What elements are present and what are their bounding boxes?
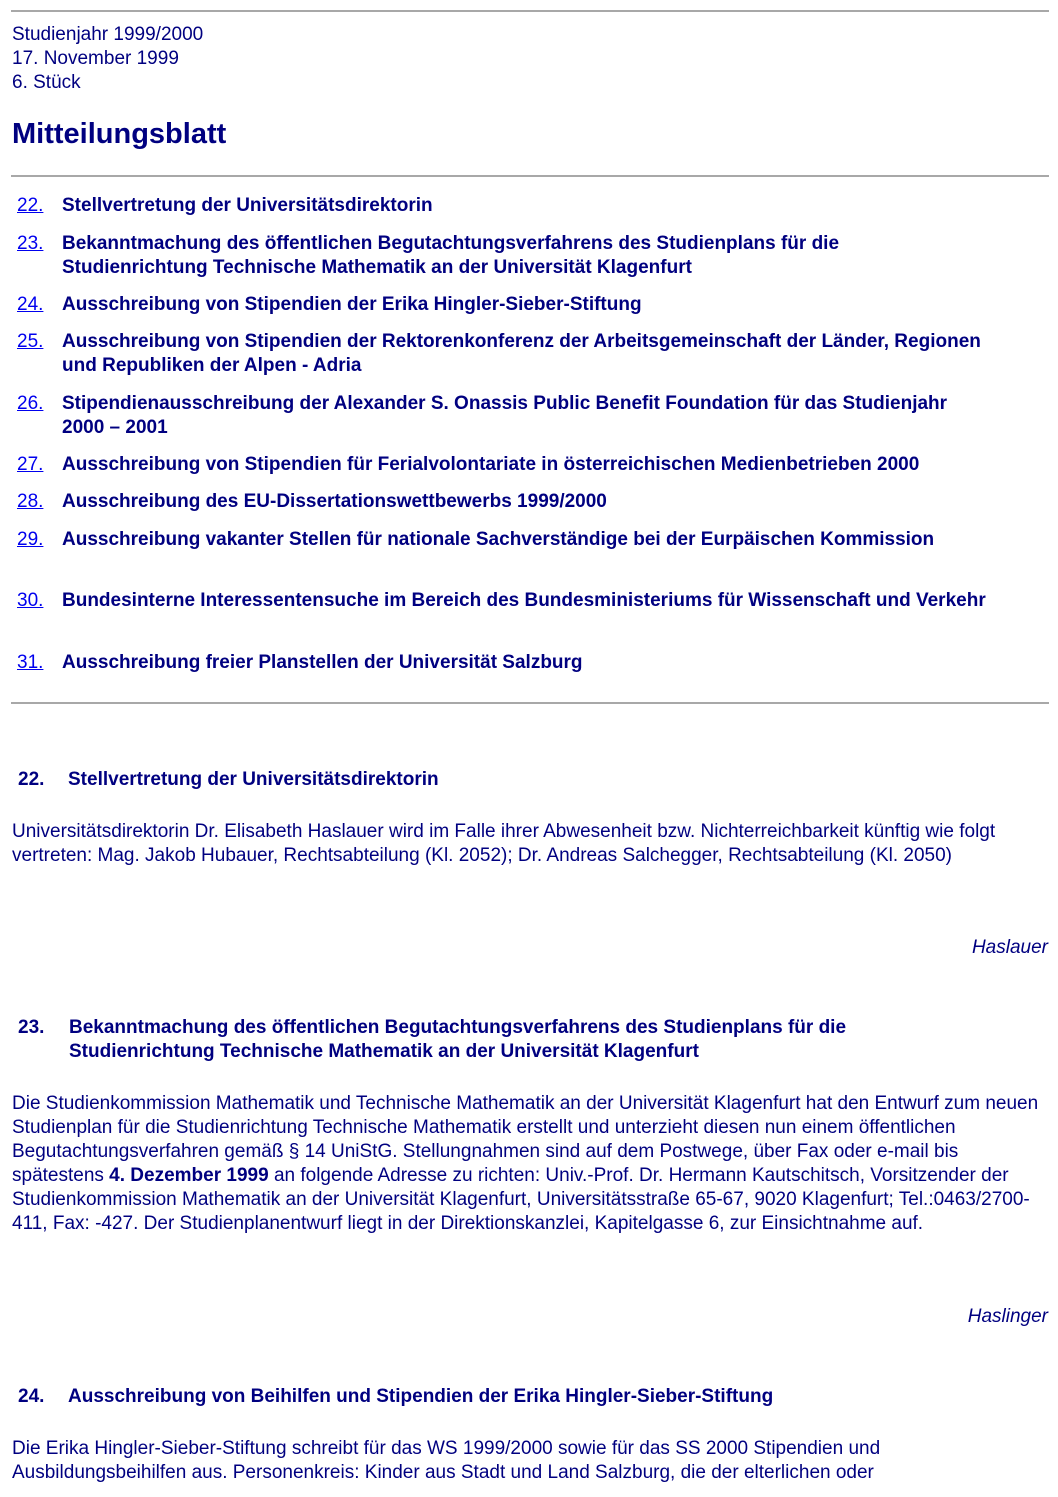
toc-link-30[interactable]: 30. [17, 590, 44, 611]
section-23-title: Bekanntmachung des öffentlichen Begutachtungsverfahrens des Studienplans für die Studienrichtung Technische Mathematik an der Universität Klagenfurt [69, 1017, 847, 1062]
section-24-body: Die Erika Hingler-Sieber-Stiftung schreibt für das WS 1999/2000 sowie für das SS 2000 Stipendien und Ausbildungsbeihilfen aus. Personenkreis: Kinder aus Stadt und Land Salzburg, die der elterlichen oder [12, 1438, 881, 1483]
section-22-body: Universitätsdirektorin Dr. Elisabeth Haslauer wird im Falle ihrer Abwesenheit bzw. Nichterreichbarkeit künftig wie folgt vertreten: Mag. Jakob Hubauer, Rechtsabteilung (Kl. 2052); Dr. Andreas Salchegger, Rechtsabteilung (Kl. 2050) [12, 821, 996, 866]
section-22-signature: Haslauer [971, 937, 1048, 958]
toc-text-30: Bundesinterne Interessentensuche im Bereich des Bundesministeriums für Wissenschaft und Verkehr [62, 590, 986, 611]
section-24-title: Ausschreibung von Beihilfen und Stipendien der Erika Hingler-Sieber-Stiftung [68, 1386, 774, 1407]
top-divider [11, 10, 1049, 12]
toc-text-27: Ausschreibung von Stipendien für Ferialvolontariate in österreichischen Medienbetrieben 2000 [62, 454, 920, 475]
title-divider [11, 175, 1049, 177]
toc-link-22[interactable]: 22. [17, 195, 44, 216]
toc-text-25: Ausschreibung von Stipendien der Rektorenkonferenz der Arbeitsgemeinschaft der Länder, Regionen und Republiken der Alpen - Adria [62, 331, 981, 376]
toc-divider [11, 702, 1049, 704]
issue-date: 17. November 1999 [12, 48, 179, 69]
section-23-body-text-2: an folgende Adresse zu richten: Univ.-Prof. Dr. Hermann Kautschitsch, Vorsitzender der Studienkommission Mathematik an der Universität Klagenfurt, Universitätsstraße 65-67, 9020 Klagenfurt; Tel.:0463/2700-411, Fax: -427. Der Studienplanentwurf liegt in der Direktionskanzlei, Kapitelgasse 6, zur Einsichtnahme auf. [12, 1165, 1030, 1234]
toc-link-29[interactable]: 29. [17, 529, 44, 550]
academic-year: Studienjahr 1999/2000 [12, 24, 204, 45]
toc-text-31: Ausschreibung freier Planstellen der Universität Salzburg [62, 652, 583, 673]
toc-text-22: Stellvertretung der Universitätsdirektorin [62, 195, 433, 216]
toc-text-29: Ausschreibung vakanter Stellen für nationale Sachverständige bei der Eurpäischen Kommission [62, 529, 935, 550]
section-24-number: 24. [18, 1386, 45, 1407]
page-title: Mitteilungsblatt [12, 118, 227, 150]
toc-link-23[interactable]: 23. [17, 233, 44, 254]
section-23-deadline: 4. Dezember 1999 [109, 1165, 269, 1186]
toc-link-28[interactable]: 28. [17, 491, 44, 512]
toc-text-24: Ausschreibung von Stipendien der Erika Hingler-Sieber-Stiftung [62, 294, 642, 315]
section-22-number: 22. [18, 769, 45, 790]
toc-link-31[interactable]: 31. [17, 652, 44, 673]
toc-text-26: Stipendienausschreibung der Alexander S. Onassis Public Benefit Foundation für das Studienjahr 2000 – 2001 [62, 393, 948, 438]
issue-number: 6. Stück [12, 72, 81, 93]
section-23-body [12, 1092, 1048, 1236]
section-23-body-text-1: Die Studienkommission Mathematik und Technische Mathematik an der Universität Klagenfurt hat den Entwurf zum neuen Studienplan für die Studienrichtung Technische Mathematik erstellt und unterzieht diesen nun einem öffentlichen Begutachtungsverfahren gemäß § 14 UniStG. Stellungnahmen sind auf dem Postwege, über Fax oder e-mail bis spätestens [12, 1093, 1039, 1186]
toc-text-28: Ausschreibung des EU-Dissertationswettbewerbs 1999/2000 [62, 491, 607, 512]
toc-link-26[interactable]: 26. [17, 393, 44, 414]
toc-text-23: Bekanntmachung des öffentlichen Begutachtungsverfahrens des Studienplans für die Studienrichtung Technische Mathematik an der Universität Klagenfurt [62, 233, 840, 278]
section-23-number: 23. [18, 1017, 45, 1038]
toc-link-24[interactable]: 24. [17, 294, 44, 315]
section-22-title: Stellvertretung der Universitätsdirektorin [68, 769, 439, 790]
section-23-signature: Haslinger [967, 1306, 1048, 1327]
toc-link-27[interactable]: 27. [17, 454, 44, 475]
toc-link-25[interactable]: 25. [17, 331, 44, 352]
